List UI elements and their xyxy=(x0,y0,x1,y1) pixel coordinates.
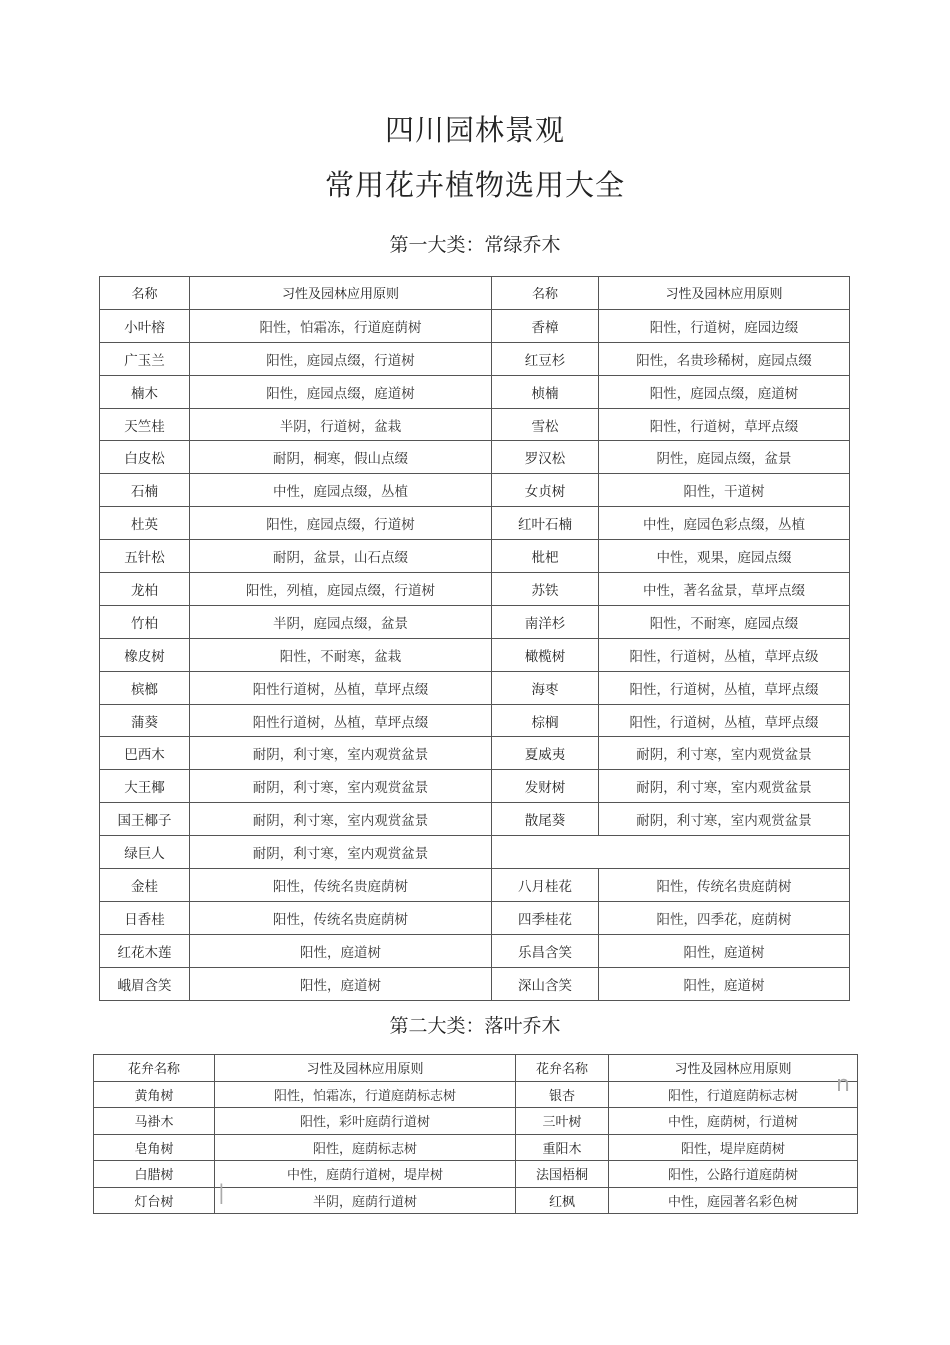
plant-habit-cell: 阳性，怕霜冻，行道庭荫树 xyxy=(190,309,492,342)
plant-name-cell: 南洋杉 xyxy=(492,605,599,638)
column-header-name: 花弁名称 xyxy=(94,1055,215,1082)
table-row xyxy=(94,1108,858,1135)
plant-habit-cell: 阳性，堤岸庭荫树 xyxy=(609,1134,858,1161)
plant-habit-cell: 阳性，庭道树 xyxy=(190,967,492,1000)
plant-name-cell: 日香桂 xyxy=(100,901,190,934)
plant-habit-cell: 阳性，行道树，草坪点缀 xyxy=(599,408,850,441)
column-header-name: 名称 xyxy=(100,277,190,310)
plant-habit-cell: 阳性，行道树，丛植，草坪点级 xyxy=(599,638,850,671)
table-row xyxy=(100,441,850,474)
plant-name-cell: 竹柏 xyxy=(100,605,190,638)
table-header-row xyxy=(100,277,850,310)
plant-habit-cell: 阳性，庭园点缀，行道树 xyxy=(190,507,492,540)
plant-habit-cell: 阳性，庭道树 xyxy=(599,967,850,1000)
plant-name-cell: 黄角树 xyxy=(94,1081,215,1108)
plant-name-cell: 重阳木 xyxy=(516,1134,609,1161)
plant-name-cell: 橄榄树 xyxy=(492,638,599,671)
plant-habit-cell: 耐阴，盆景，山石点缀 xyxy=(190,540,492,573)
plant-habit-cell: 中性，庭园著名彩色树 xyxy=(609,1187,858,1214)
column-header-habit: 习性及园林应用原则 xyxy=(190,277,492,310)
table-header-row xyxy=(94,1055,858,1082)
plant-name-cell: 枇杷 xyxy=(492,540,599,573)
table-row xyxy=(100,573,850,606)
table-row xyxy=(100,671,850,704)
plant-habit-cell: 中性，庭园色彩点缀，丛植 xyxy=(599,507,850,540)
scan-artifact-mark: n xyxy=(836,1072,850,1097)
plant-name-cell: 深山含笑 xyxy=(492,967,599,1000)
plant-habit-cell: 阳性，彩叶庭荫行道树 xyxy=(215,1108,516,1135)
plant-habit-cell: 阳性，庭园点缀，庭道树 xyxy=(190,375,492,408)
plant-name-cell: 苏铁 xyxy=(492,573,599,606)
plant-habit-cell: 阳性，干道树 xyxy=(599,474,850,507)
plant-habit-cell: 阳性，行道庭荫标志树 xyxy=(609,1081,858,1108)
plant-name-cell: 女贞树 xyxy=(492,474,599,507)
plant-name-cell: 三叶树 xyxy=(516,1108,609,1135)
plant-habit-cell: 阴性，庭园点缀，盆景 xyxy=(599,441,850,474)
plant-name-cell: 五针松 xyxy=(100,540,190,573)
column-header-habit: 习性及园林应用原则 xyxy=(215,1055,516,1082)
table-row xyxy=(94,1161,858,1188)
table-row xyxy=(100,934,850,967)
plant-name-cell: 香樟 xyxy=(492,309,599,342)
column-header-name: 花弁名称 xyxy=(516,1055,609,1082)
plant-habit-cell: 阳性，传统名贵庭荫树 xyxy=(190,901,492,934)
plant-name-cell: 槟榔 xyxy=(100,671,190,704)
column-header-name: 名称 xyxy=(492,277,599,310)
plant-habit-cell: 阳性，列植，庭园点缀，行道树 xyxy=(190,573,492,606)
plant-name-cell: 四季桂花 xyxy=(492,901,599,934)
table-row xyxy=(100,901,850,934)
plant-name-cell: 发财树 xyxy=(492,770,599,803)
plant-habit-cell: 阳性，庭园点缀，庭道树 xyxy=(599,375,850,408)
plant-name-cell: 红叶石楠 xyxy=(492,507,599,540)
plant-habit-cell: 阳性，庭道树 xyxy=(190,934,492,967)
plant-name-cell: 罗汉松 xyxy=(492,441,599,474)
section-heading-deciduous: 第二大类：落叶乔木 xyxy=(389,1015,561,1037)
plant-habit-cell: 阳性，不耐寒，庭园点缀 xyxy=(599,605,850,638)
empty-cell xyxy=(492,836,850,869)
plant-name-cell: 天竺桂 xyxy=(100,408,190,441)
plant-name-cell: 大王椰 xyxy=(100,770,190,803)
table-row xyxy=(100,704,850,737)
table-row xyxy=(100,737,850,770)
table-row xyxy=(100,375,850,408)
table-row xyxy=(100,342,850,375)
doc-subtitle: 常用花卉植物选用大全 xyxy=(324,168,625,202)
plant-name-cell: 马褂木 xyxy=(94,1108,215,1135)
plant-name-cell: 红枫 xyxy=(516,1187,609,1214)
plant-name-cell: 小叶榕 xyxy=(100,309,190,342)
plant-name-cell: 绿巨人 xyxy=(100,836,190,869)
table-row xyxy=(100,803,850,836)
plant-name-cell: 红花木莲 xyxy=(100,934,190,967)
plant-name-cell: 法国梧桐 xyxy=(516,1161,609,1188)
plant-name-cell: 龙柏 xyxy=(100,573,190,606)
plant-habit-cell: 阳性，行道树，丛植，草坪点缀 xyxy=(599,704,850,737)
table-row xyxy=(100,474,850,507)
plant-habit-cell: 阳性，行道树，庭园边缀 xyxy=(599,309,850,342)
plant-habit-cell: 耐阴，利寸寒，室内观赏盆景 xyxy=(599,803,850,836)
plant-name-cell: 海枣 xyxy=(492,671,599,704)
plant-name-cell: 乐昌含笑 xyxy=(492,934,599,967)
plant-name-cell: 橡皮树 xyxy=(100,638,190,671)
plant-habit-cell: 耐阴，利寸寒，室内观赏盆景 xyxy=(599,737,850,770)
plant-habit-cell: 耐阴，利寸寒，室内观赏盆景 xyxy=(190,803,492,836)
table-row xyxy=(100,507,850,540)
plant-habit-cell: 阳性，四季花，庭荫树 xyxy=(599,901,850,934)
plant-habit-cell: 阳性，庭园点缀，行道树 xyxy=(190,342,492,375)
plant-name-cell: 峨眉含笑 xyxy=(100,967,190,1000)
plant-name-cell: 金桂 xyxy=(100,869,190,902)
plant-habit-cell: 耐阴，利寸寒，室内观赏盆景 xyxy=(190,770,492,803)
plant-habit-cell: 半阴，庭园点缀，盆景 xyxy=(190,605,492,638)
plant-name-cell: 银杏 xyxy=(516,1081,609,1108)
table-row xyxy=(100,309,850,342)
plant-name-cell: 桢楠 xyxy=(492,375,599,408)
plant-habit-cell: 阳性，公路行道庭荫树 xyxy=(609,1161,858,1188)
plant-habit-cell: 耐阴，利寸寒，室内观赏盆景 xyxy=(190,737,492,770)
table-row xyxy=(100,605,850,638)
plant-habit-cell: 阳性行道树，丛植，草坪点缀 xyxy=(190,704,492,737)
plant-habit-cell: 中性，庭荫行道树，堤岸树 xyxy=(215,1161,516,1188)
plant-habit-cell: 中性，观果，庭园点缀 xyxy=(599,540,850,573)
plant-habit-cell: 阳性，庭道树 xyxy=(599,934,850,967)
evergreen-tree-table xyxy=(99,276,850,1001)
table-row xyxy=(100,770,850,803)
plant-habit-cell: 中性，庭园点缀，丛植 xyxy=(190,474,492,507)
table-row xyxy=(100,967,850,1000)
plant-habit-cell: 阳性，传统名贵庭荫树 xyxy=(190,869,492,902)
plant-habit-cell: 半阴，庭荫行道树 xyxy=(215,1187,516,1214)
plant-name-cell: 蒲葵 xyxy=(100,704,190,737)
plant-name-cell: 国王椰子 xyxy=(100,803,190,836)
table-row xyxy=(94,1134,858,1161)
plant-habit-cell: 中性，著名盆景，草坪点缀 xyxy=(599,573,850,606)
plant-habit-cell: 耐阴，利寸寒，室内观赏盆景 xyxy=(190,836,492,869)
plant-habit-cell: 阳性，名贵珍稀树，庭园点缀 xyxy=(599,342,850,375)
plant-name-cell: 杜英 xyxy=(100,507,190,540)
plant-habit-cell: 阳性，庭荫标志树 xyxy=(215,1134,516,1161)
table-row xyxy=(94,1187,858,1214)
plant-habit-cell: 阳性行道树，丛植，草坪点缀 xyxy=(190,671,492,704)
scan-artifact-mark: | xyxy=(218,1180,225,1204)
column-header-habit: 习性及园林应用原则 xyxy=(599,277,850,310)
plant-name-cell: 红豆杉 xyxy=(492,342,599,375)
column-header-habit: 习性及园林应用原则 xyxy=(609,1055,858,1082)
plant-name-cell: 白皮松 xyxy=(100,441,190,474)
plant-name-cell: 八月桂花 xyxy=(492,869,599,902)
plant-name-cell: 雪松 xyxy=(492,408,599,441)
plant-habit-cell: 阳性，怕霜冻，行道庭荫标志树 xyxy=(215,1081,516,1108)
plant-habit-cell: 耐阴，桐寒，假山点缀 xyxy=(190,441,492,474)
plant-name-cell: 棕榈 xyxy=(492,704,599,737)
plant-habit-cell: 中性，庭荫树，行道树 xyxy=(609,1108,858,1135)
plant-name-cell: 白腊树 xyxy=(94,1161,215,1188)
plant-habit-cell: 阳性，不耐寒，盆栽 xyxy=(190,638,492,671)
table-row xyxy=(100,638,850,671)
section-heading-evergreen: 第一大类：常绿乔木 xyxy=(389,234,561,256)
table-row xyxy=(100,540,850,573)
plant-habit-cell: 阳性，行道树，丛植，草坪点缀 xyxy=(599,671,850,704)
plant-name-cell: 夏威夷 xyxy=(492,737,599,770)
plant-name-cell: 散尾葵 xyxy=(492,803,599,836)
plant-name-cell: 巴西木 xyxy=(100,737,190,770)
doc-title: 四川园林景观 xyxy=(384,113,565,147)
table-row xyxy=(100,869,850,902)
plant-habit-cell: 阳性，传统名贵庭荫树 xyxy=(599,869,850,902)
table-row xyxy=(94,1081,858,1108)
table-row xyxy=(100,836,850,869)
plant-habit-cell: 半阴，行道树，盆栽 xyxy=(190,408,492,441)
table-row xyxy=(100,408,850,441)
plant-name-cell: 灯台树 xyxy=(94,1187,215,1214)
deciduous-tree-table xyxy=(93,1054,858,1214)
plant-name-cell: 楠木 xyxy=(100,375,190,408)
plant-habit-cell: 耐阴，利寸寒，室内观赏盆景 xyxy=(599,770,850,803)
plant-name-cell: 皂角树 xyxy=(94,1134,215,1161)
plant-name-cell: 广玉兰 xyxy=(100,342,190,375)
plant-name-cell: 石楠 xyxy=(100,474,190,507)
